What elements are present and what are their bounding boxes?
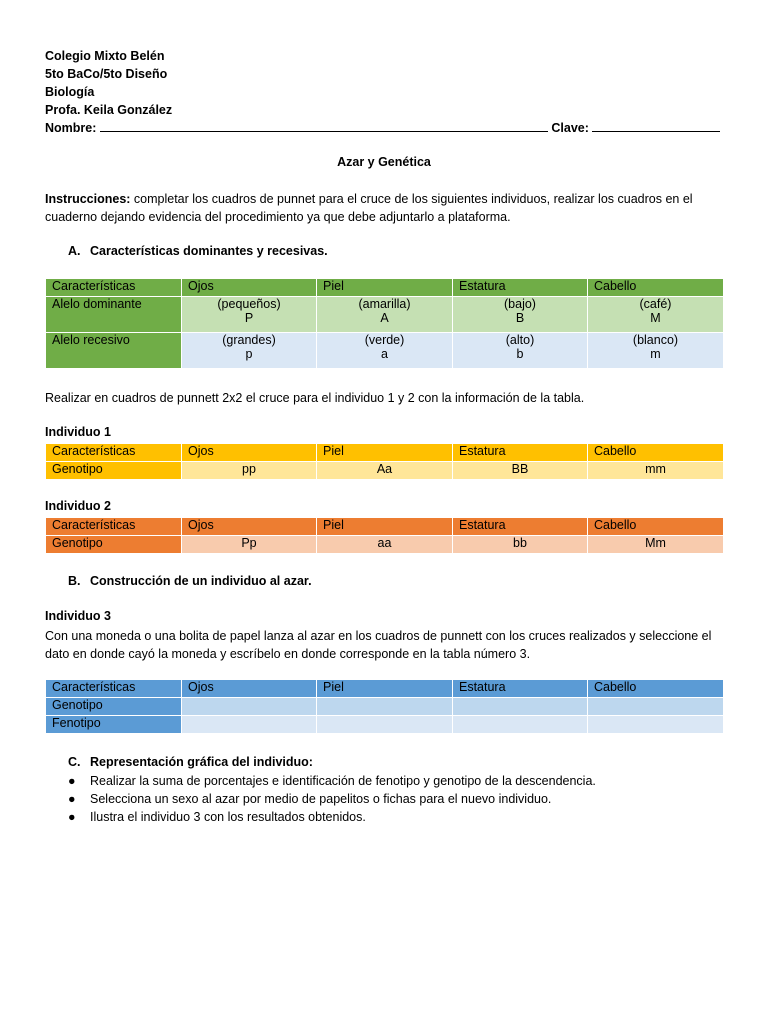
name-key-line [45,119,723,137]
header-cell: Cabello [588,444,724,462]
individual-3-genotype-row [46,698,724,716]
bullet-icon: ● [68,792,76,806]
genotype-cell: BB [453,462,588,480]
header-cell: Estatura [453,518,588,536]
header-cell: Piel [317,518,453,536]
genotype-cell: Pp [182,536,317,554]
header-cell: Piel [317,279,453,297]
individual-1-title: Individuo 1 [45,425,111,439]
phenotype-blank-cell[interactable] [453,716,588,734]
header-cell: Piel [317,444,453,462]
section-c-heading [68,755,313,769]
genotype-cell: aa [317,536,453,554]
genotype-blank-cell[interactable] [588,698,724,716]
header-cell: Piel [317,680,453,698]
section-b-letter: B. [68,574,81,588]
header-cell: Características [46,444,182,462]
genotype-blank-cell[interactable] [317,698,453,716]
dominant-cell: (pequeños) P [182,297,317,333]
dominant-cell: (café) M [588,297,724,333]
instructions [45,190,725,226]
teacher-line: Profa. Keila González [45,103,173,117]
individual-3-text: Con una moneda o una bolita de papel lanza al azar en los cuadros de punnett con los cruces realizados y seleccione el dato en donde cayó la moneda y escríbelo en donde corresponde en la tabla número 3. [45,629,712,661]
header-cell: Ojos [182,680,317,698]
dominant-cell: (bajo) B [453,297,588,333]
page-title: Azar y Genética [337,155,431,169]
genotype-cell: Aa [317,462,453,480]
header-cell: Ojos [182,518,317,536]
punnett-note: Realizar en cuadros de punnett 2x2 el cruce para el individuo 1 y 2 con la información de la tabla. [45,391,585,405]
individual-3-title: Individuo 3 [45,609,111,623]
genotype-blank-cell[interactable] [182,698,317,716]
row-label: Fenotipo [46,716,182,734]
header-cell: Características [46,518,182,536]
row-label: Alelo dominante [46,297,182,333]
individual-1-table [45,443,724,480]
header-cell: Cabello [588,680,724,698]
genotype-blank-cell[interactable] [453,698,588,716]
individual-3-table [45,679,724,734]
recessive-cell: (blanco) m [588,333,724,369]
recessive-row [46,333,724,369]
section-a-title: Características dominantes y recesivas. [90,244,328,258]
name-blank[interactable] [100,119,548,132]
individual-2-title: Individuo 2 [45,499,111,513]
instructions-text: completar los cuadros de punnet para el cruce de los siguientes individuos, realizar los cuadros en el cuaderno dejando evidencia del procedimiento ya que debe adjuntarlo a plataforma. [45,192,693,224]
header-cell: Cabello [588,279,724,297]
genotype-cell: bb [453,536,588,554]
individual-1-genotype-row [46,462,724,480]
dominant-row [46,297,724,333]
header-cell: Ojos [182,444,317,462]
phenotype-blank-cell[interactable] [588,716,724,734]
recessive-cell: (grandes) p [182,333,317,369]
recessive-cell: (alto) b [453,333,588,369]
row-label: Genotipo [46,536,182,554]
subject-line: Biología [45,85,95,99]
list-item: ● Ilustra el individuo 3 con los resultados obtenidos. [68,810,366,824]
genotype-cell: mm [588,462,724,480]
individual-2-table [45,517,724,554]
section-b-title: Construcción de un individuo al azar. [90,574,312,588]
section-b-heading [68,574,312,588]
phenotype-blank-cell[interactable] [182,716,317,734]
individual-2-header-row [46,518,724,536]
dominant-cell: (amarilla) A [317,297,453,333]
section-c-title: Representación gráfica del individuo: [90,755,313,769]
header-cell: Características [46,279,182,297]
row-label: Genotipo [46,698,182,716]
section-c-letter: C. [68,755,81,769]
key-label: Clave: [551,121,589,135]
recessive-cell: (verde) a [317,333,453,369]
header-cell: Estatura [453,279,588,297]
header-cell: Estatura [453,680,588,698]
genotype-cell: Mm [588,536,724,554]
alleles-header-row [46,279,724,297]
name-label: Nombre: [45,121,97,135]
school-name: Colegio Mixto Belén [45,49,165,63]
section-a-letter: A. [68,244,81,258]
bullet-icon: ● [68,774,76,788]
header-cell: Ojos [182,279,317,297]
row-label: Alelo recesivo [46,333,182,369]
header-cell: Cabello [588,518,724,536]
grade-line: 5to BaCo/5to Diseño [45,67,168,81]
individual-2-genotype-row [46,536,724,554]
phenotype-blank-cell[interactable] [317,716,453,734]
individual-1-header-row [46,444,724,462]
alleles-table [45,278,724,369]
instructions-label: Instrucciones: [45,192,131,206]
genotype-cell: pp [182,462,317,480]
section-a-heading [68,244,328,258]
key-blank[interactable] [592,119,720,132]
individual-3-header-row [46,680,724,698]
list-item: ● Selecciona un sexo al azar por medio de papelitos o fichas para el nuevo individuo. [68,792,552,806]
section-c-list [68,772,596,826]
bullet-icon: ● [68,810,76,824]
header-cell: Estatura [453,444,588,462]
list-item: ● Realizar la suma de porcentajes e identificación de fenotipo y genotipo de la descendencia. [68,774,596,788]
header-cell: Características [46,680,182,698]
individual-3-phenotype-row [46,716,724,734]
row-label: Genotipo [46,462,182,480]
